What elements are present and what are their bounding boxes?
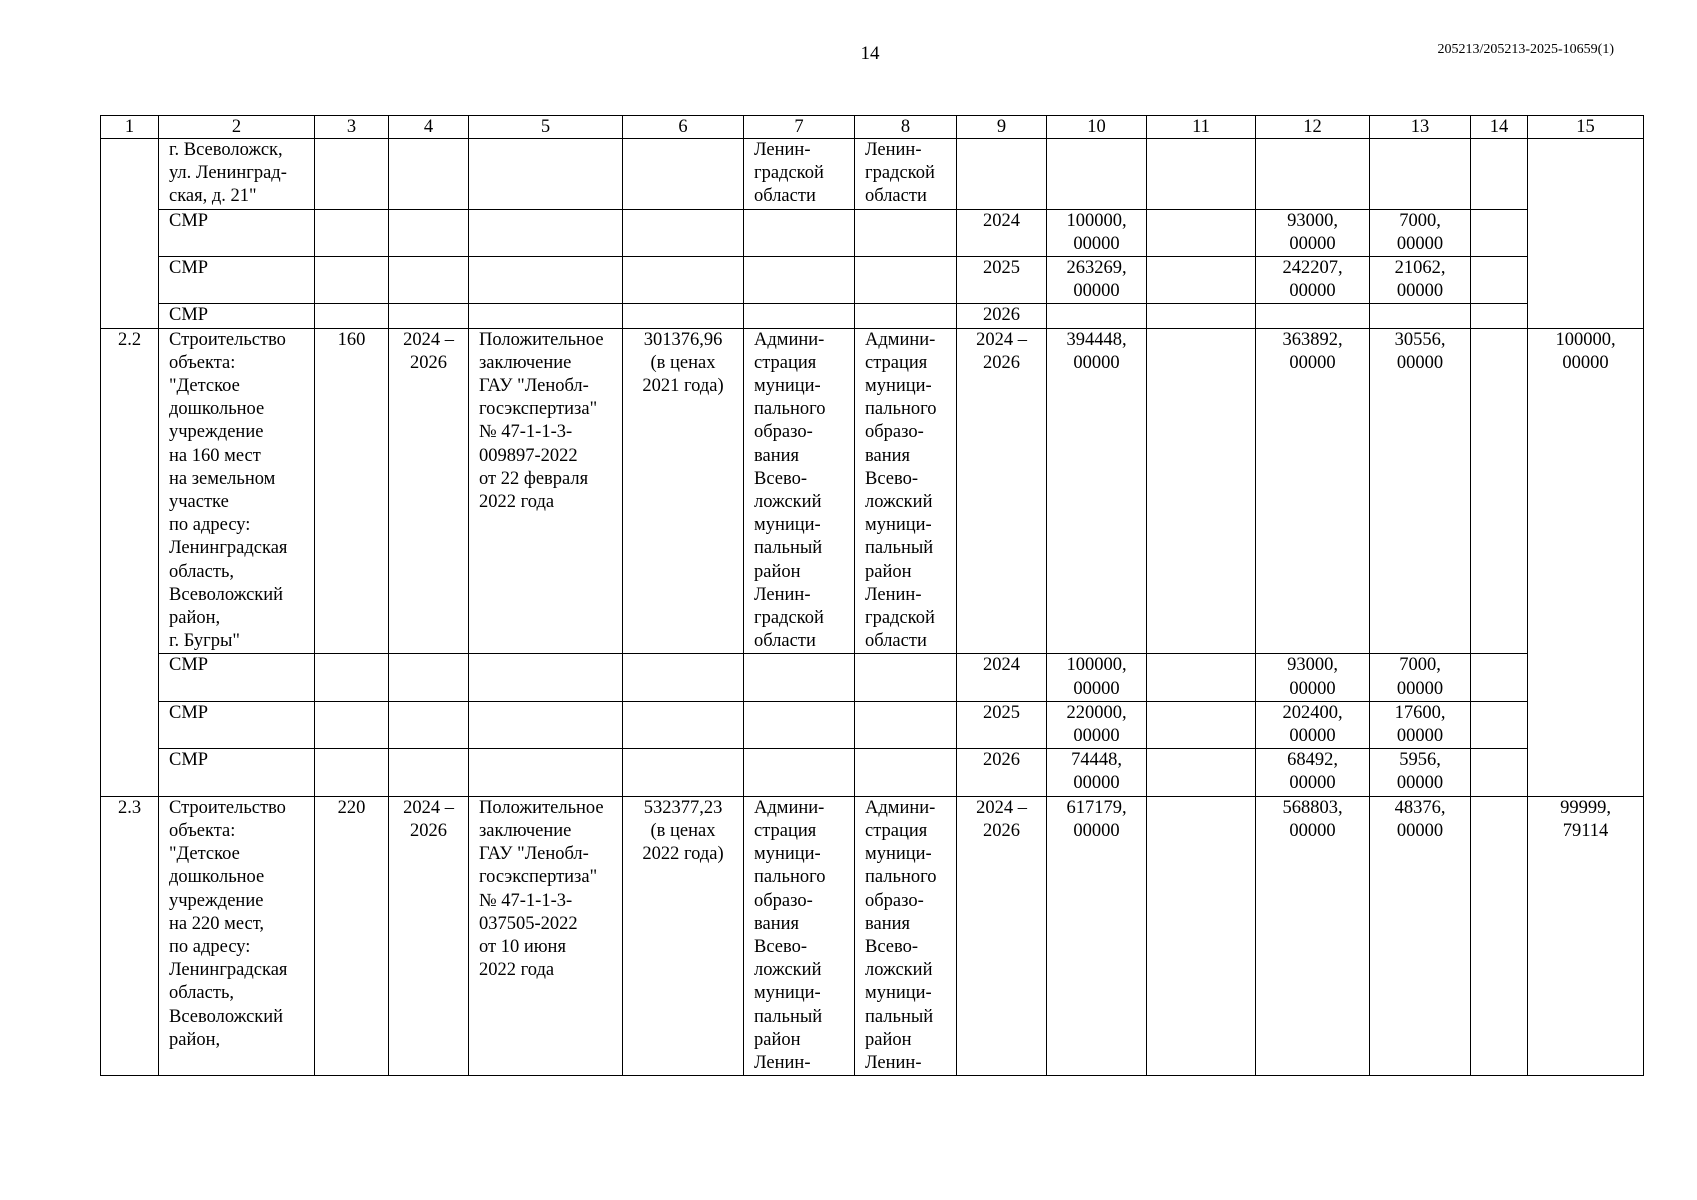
regional-budget-cell bbox=[1256, 304, 1370, 328]
regional-budget-cell: 568803, 00000 bbox=[1256, 796, 1370, 1075]
column-number: 15 bbox=[1528, 116, 1644, 139]
period-cell: 2024 – 2026 bbox=[389, 328, 469, 654]
developer-cell: Админи- страция муници- пального образо- вания Всево- ложский муници- пальный район Ленин- bbox=[855, 796, 957, 1075]
year-cell: 2026 bbox=[957, 304, 1047, 328]
work-type-cell: СМР bbox=[159, 304, 315, 328]
year-cell: 2025 bbox=[957, 257, 1047, 304]
local-budget-cell: 7000, 00000 bbox=[1370, 654, 1471, 701]
object-name-cell: Строительство объекта: "Детское дошкольное учреждение на 160 мест на земельном участке по адресу: Ленинградская область, Всеволожский район, г. Бугры" bbox=[159, 328, 315, 654]
column-number: 10 bbox=[1047, 116, 1147, 139]
work-type-cell: СМР bbox=[159, 749, 315, 796]
col15-cell: 99999, 79114 bbox=[1528, 796, 1644, 1075]
capacity-cell: 220 bbox=[315, 796, 389, 1075]
local-budget-cell: 21062, 00000 bbox=[1370, 257, 1471, 304]
table-row bbox=[101, 796, 1644, 1075]
expertise-cell: Положительное заключение ГАУ "Ленобл- госэкспертиза" № 47-1-1-3- 037505-2022 от 10 июня 2022 года bbox=[469, 796, 623, 1075]
local-budget-cell: 7000, 00000 bbox=[1370, 209, 1471, 256]
column-number: 13 bbox=[1370, 116, 1471, 139]
row-number-cell: 2.3 bbox=[101, 796, 159, 1075]
table-row bbox=[101, 209, 1644, 256]
regional-budget-cell: 93000, 00000 bbox=[1256, 209, 1370, 256]
column-number: 4 bbox=[389, 116, 469, 139]
regional-budget-cell: 93000, 00000 bbox=[1256, 654, 1370, 701]
regional-budget-cell: 363892, 00000 bbox=[1256, 328, 1370, 654]
column-number: 5 bbox=[469, 116, 623, 139]
local-budget-cell: 17600, 00000 bbox=[1370, 701, 1471, 748]
column-number: 11 bbox=[1147, 116, 1256, 139]
total-cell bbox=[1047, 304, 1147, 328]
table-row bbox=[101, 257, 1644, 304]
regional-budget-cell: 68492, 00000 bbox=[1256, 749, 1370, 796]
developer-cell: Админи- страция муници- пального образо- вания Всево- ложский муници- пальный район Ленин- градской области bbox=[855, 328, 957, 654]
document-id: 205213/205213-2025-10659(1) bbox=[1437, 42, 1614, 57]
table-row bbox=[101, 139, 1644, 210]
developer-cell: Ленин- градской области bbox=[855, 139, 957, 210]
year-cell: 2024 bbox=[957, 209, 1047, 256]
total-cell: 220000, 00000 bbox=[1047, 701, 1147, 748]
column-number: 9 bbox=[957, 116, 1047, 139]
customer-cell: Ленин- градской области bbox=[744, 139, 855, 210]
year-cell: 2025 bbox=[957, 701, 1047, 748]
object-name-cell: г. Всеволожск, ул. Ленинград- ская, д. 21" bbox=[159, 139, 315, 210]
table-row bbox=[101, 701, 1644, 748]
page-number: 14 bbox=[860, 43, 880, 64]
column-number: 12 bbox=[1256, 116, 1370, 139]
table-row bbox=[101, 654, 1644, 701]
column-number: 7 bbox=[744, 116, 855, 139]
object-name-cell: Строительство объекта: "Детское дошкольное учреждение на 220 мест, по адресу: Ленинградская область, Всеволожский район, bbox=[159, 796, 315, 1075]
regional-budget-cell: 242207, 00000 bbox=[1256, 257, 1370, 304]
total-cell: 100000, 00000 bbox=[1047, 654, 1147, 701]
column-number: 1 bbox=[101, 116, 159, 139]
cost-cell: 532377,23 (в ценах 2022 года) bbox=[623, 796, 744, 1075]
local-budget-cell: 48376, 00000 bbox=[1370, 796, 1471, 1075]
total-cell: 394448, 00000 bbox=[1047, 328, 1147, 654]
objects-table bbox=[100, 115, 1644, 1076]
total-cell: 263269, 00000 bbox=[1047, 257, 1147, 304]
col15-cell: 100000, 00000 bbox=[1528, 328, 1644, 796]
column-number: 3 bbox=[315, 116, 389, 139]
column-number: 6 bbox=[623, 116, 744, 139]
work-type-cell: СМР bbox=[159, 654, 315, 701]
row-number-cell bbox=[101, 139, 159, 329]
customer-cell: Админи- страция муници- пального образо- вания Всево- ложский муници- пальный район Ленин- градской области bbox=[744, 328, 855, 654]
table-row bbox=[101, 749, 1644, 796]
year-cell: 2024 – 2026 bbox=[957, 796, 1047, 1075]
year-cell: 2024 bbox=[957, 654, 1047, 701]
row-number-cell: 2.2 bbox=[101, 328, 159, 796]
work-type-cell: СМР bbox=[159, 257, 315, 304]
work-type-cell: СМР bbox=[159, 701, 315, 748]
work-type-cell: СМР bbox=[159, 209, 315, 256]
table-row bbox=[101, 304, 1644, 328]
local-budget-cell bbox=[1370, 304, 1471, 328]
column-number: 8 bbox=[855, 116, 957, 139]
local-budget-cell: 5956, 00000 bbox=[1370, 749, 1471, 796]
capacity-cell: 160 bbox=[315, 328, 389, 654]
total-cell: 74448, 00000 bbox=[1047, 749, 1147, 796]
col15-cell bbox=[1528, 139, 1644, 329]
table-row bbox=[101, 328, 1644, 654]
local-budget-cell: 30556, 00000 bbox=[1370, 328, 1471, 654]
total-cell: 617179, 00000 bbox=[1047, 796, 1147, 1075]
customer-cell: Админи- страция муници- пального образо- вания Всево- ложский муници- пальный район Ленин- bbox=[744, 796, 855, 1075]
cost-cell: 301376,96 (в ценах 2021 года) bbox=[623, 328, 744, 654]
total-cell: 100000, 00000 bbox=[1047, 209, 1147, 256]
year-cell: 2026 bbox=[957, 749, 1047, 796]
header-row bbox=[101, 116, 1644, 139]
column-number: 2 bbox=[159, 116, 315, 139]
expertise-cell: Положительное заключение ГАУ "Ленобл- госэкспертиза" № 47-1-1-3- 009897-2022 от 22 февраля 2022 года bbox=[469, 328, 623, 654]
column-number: 14 bbox=[1471, 116, 1528, 139]
year-cell: 2024 – 2026 bbox=[957, 328, 1047, 654]
regional-budget-cell: 202400, 00000 bbox=[1256, 701, 1370, 748]
period-cell: 2024 – 2026 bbox=[389, 796, 469, 1075]
